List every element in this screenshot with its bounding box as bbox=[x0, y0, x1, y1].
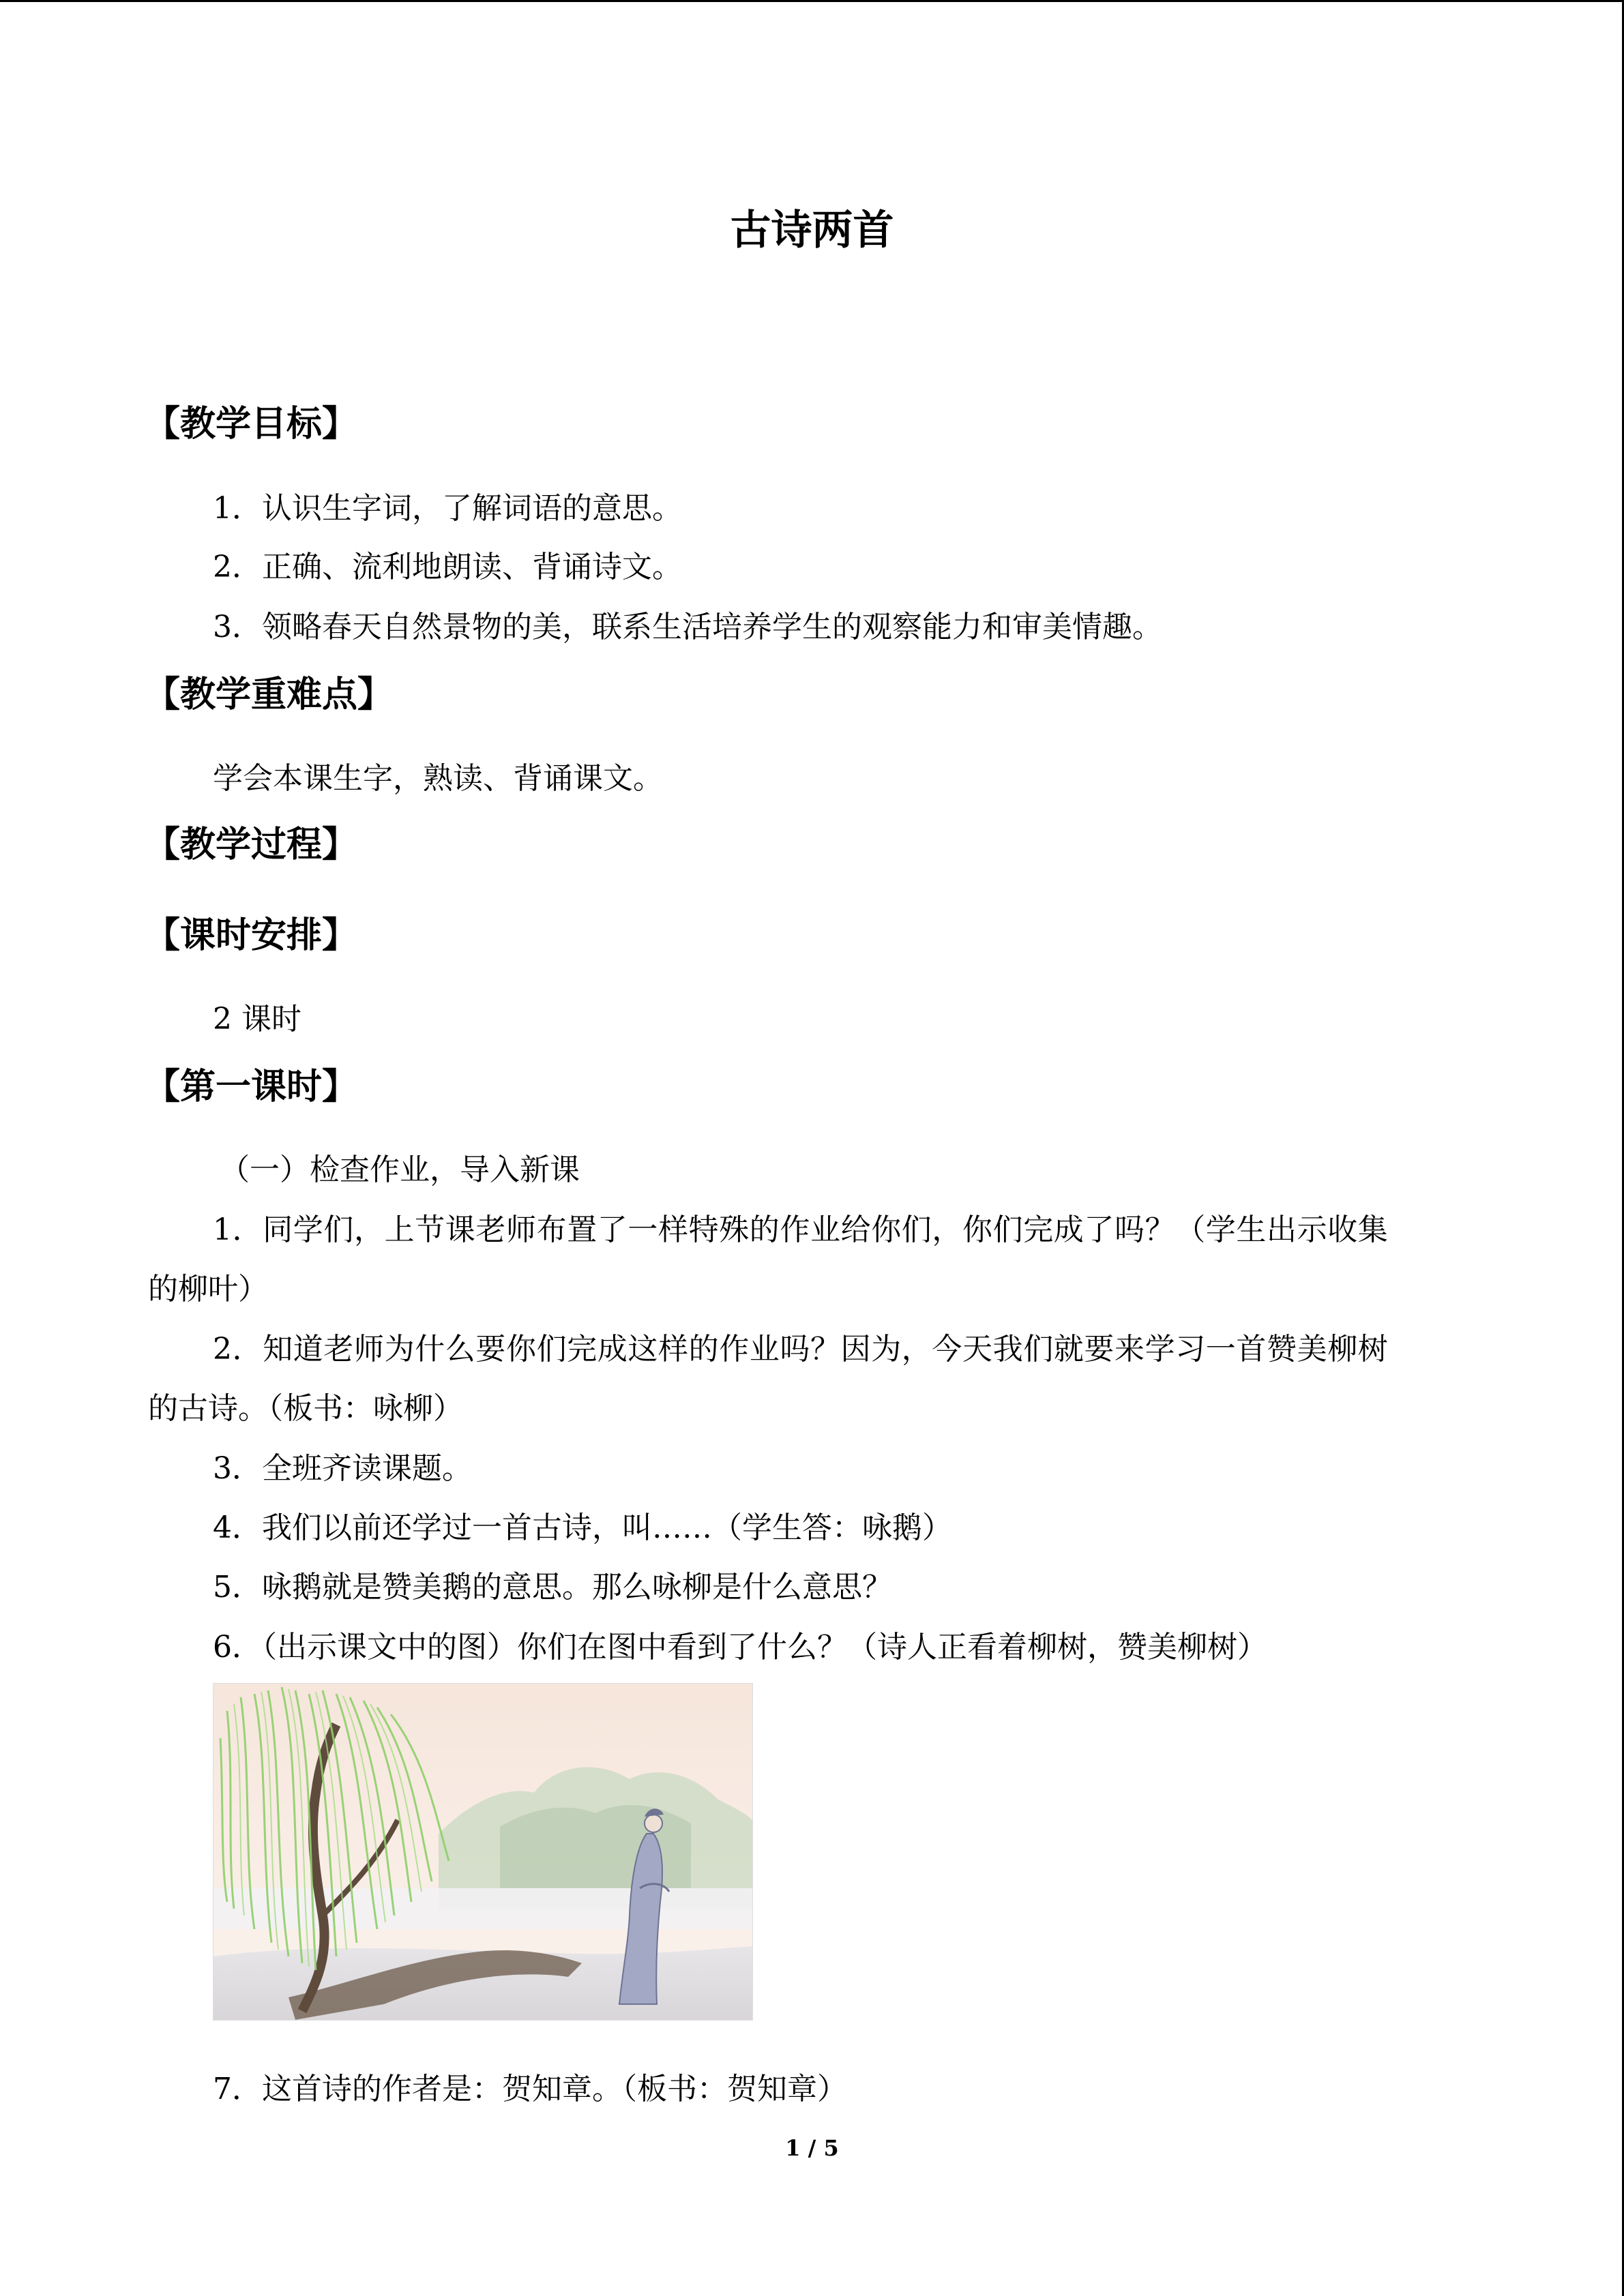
lesson-step: 7．这首诗的作者是：贺知章。（板书：贺知章） bbox=[213, 2072, 847, 2106]
key-points-text: 学会本课生字，熟读、背诵课文。 bbox=[213, 761, 663, 796]
lesson-step: 1．同学们，上节课老师布置了一样特殊的作业给你们，你们完成了吗？（学生出示收集 bbox=[213, 1212, 1389, 1247]
lesson1-heading: 【第一课时】 bbox=[145, 1067, 358, 1107]
objective-item: 3．领略春天自然景物的美，联系生活培养学生的观察能力和审美情趣。 bbox=[213, 610, 1162, 644]
lesson1-subheading: （一）检查作业，导入新课 bbox=[220, 1152, 580, 1187]
lesson-step: 4．我们以前还学过一首古诗，叫……（学生答：咏鹅） bbox=[213, 1510, 952, 1545]
lesson-step-continuation: 的柳叶） bbox=[148, 1272, 268, 1307]
objective-item: 2．正确、流利地朗读、背诵诗文。 bbox=[213, 550, 682, 584]
lesson-step: 6．（出示课文中的图）你们在图中看到了什么？（诗人正看着柳树，赞美柳树） bbox=[213, 1630, 1267, 1665]
schedule-heading: 【课时安排】 bbox=[145, 915, 358, 956]
page-title: 古诗两首 bbox=[730, 207, 894, 254]
schedule-text: 2 课时 bbox=[213, 1002, 301, 1037]
lesson-step: 2．知道老师为什么要你们完成这样的作业吗？因为，今天我们就要来学习一首赞美柳树 bbox=[213, 1332, 1389, 1367]
lesson-step: 5．咏鹅就是赞美鹅的意思。那么咏柳是什么意思？ bbox=[213, 1570, 892, 1605]
process-heading: 【教学过程】 bbox=[145, 824, 358, 865]
lesson-step: 3．全班齐读课题。 bbox=[213, 1451, 472, 1486]
willow-poet-illustration bbox=[213, 1683, 753, 2021]
objectives-heading: 【教学目标】 bbox=[145, 404, 358, 445]
key-points-heading: 【教学重难点】 bbox=[145, 674, 394, 715]
objective-item: 1．认识生字词，了解词语的意思。 bbox=[213, 491, 682, 526]
lesson-step-continuation: 的古诗。（板书：咏柳） bbox=[148, 1391, 463, 1426]
page-border-top bbox=[0, 0, 1624, 2]
page-number: 1 / 5 bbox=[785, 2135, 839, 2161]
